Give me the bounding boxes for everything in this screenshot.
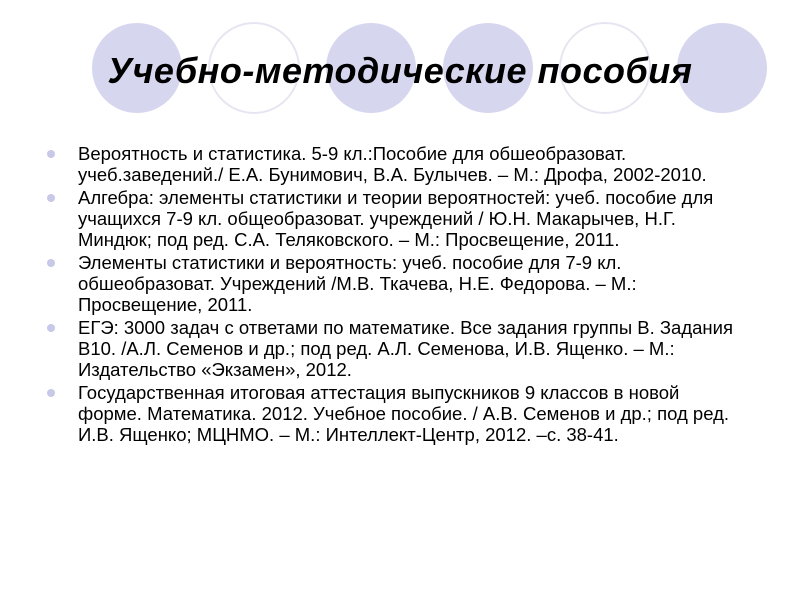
bullet-dot-icon [47,194,55,202]
bullet-item [44,187,744,250]
bullet-list [44,143,744,447]
bullet-item [44,317,744,380]
bullet-text: Государственная итоговая аттестация выпускников 9 классов в новой форме. Математика. 2012. Учебное пособие. / А.В. Семенов и др.; под ред. И.В. Ященко; МЦНМО. – М.: Интеллект-Центр, 2012. –с. 38-41. [78,382,730,445]
bullet-dot-icon [47,389,55,397]
bullet-dot-icon [47,259,55,267]
bullet-dot-icon [47,324,55,332]
bullet-text: ЕГЭ: 3000 задач с ответами по математике. Все задания группы В. Задания В10. /А.Л. Семенов и др.; под ред. А.Л. Семенова, И.В. Ященко. – М.: Издательство «Экзамен», 2012. [78,317,733,380]
bullet-item [44,252,744,315]
bullet-item [44,143,744,185]
slide-title: Учебно-методические пособия [107,50,693,91]
bullet-text: Элементы статистики и вероятность: учеб. пособие для 7-9 кл. обшеобразоват. Учреждений /М.В. Ткачева, Н.Е. Федорова. – М.: Просвещение, 2011. [78,252,637,315]
bullet-dot-icon [47,150,55,158]
bullet-item [44,382,744,445]
bullet-text: Вероятность и статистика. 5-9 кл.:Пособие для обшеобразоват. учеб.заведений./ Е.А. Бунимович, В.А. Булычев. – М.: Дрофа, 2002-2010. [78,143,707,185]
bullet-text: Алгебра: элементы статистики и теории вероятностей: учеб. пособие для учащихся 7-9 кл. общеобразоват. учреждений / Ю.Н. Макарычев, Н.Г. Миндюк; под ред. С.А. Теляковского. – М.: Просвещение, 2011. [78,187,714,250]
